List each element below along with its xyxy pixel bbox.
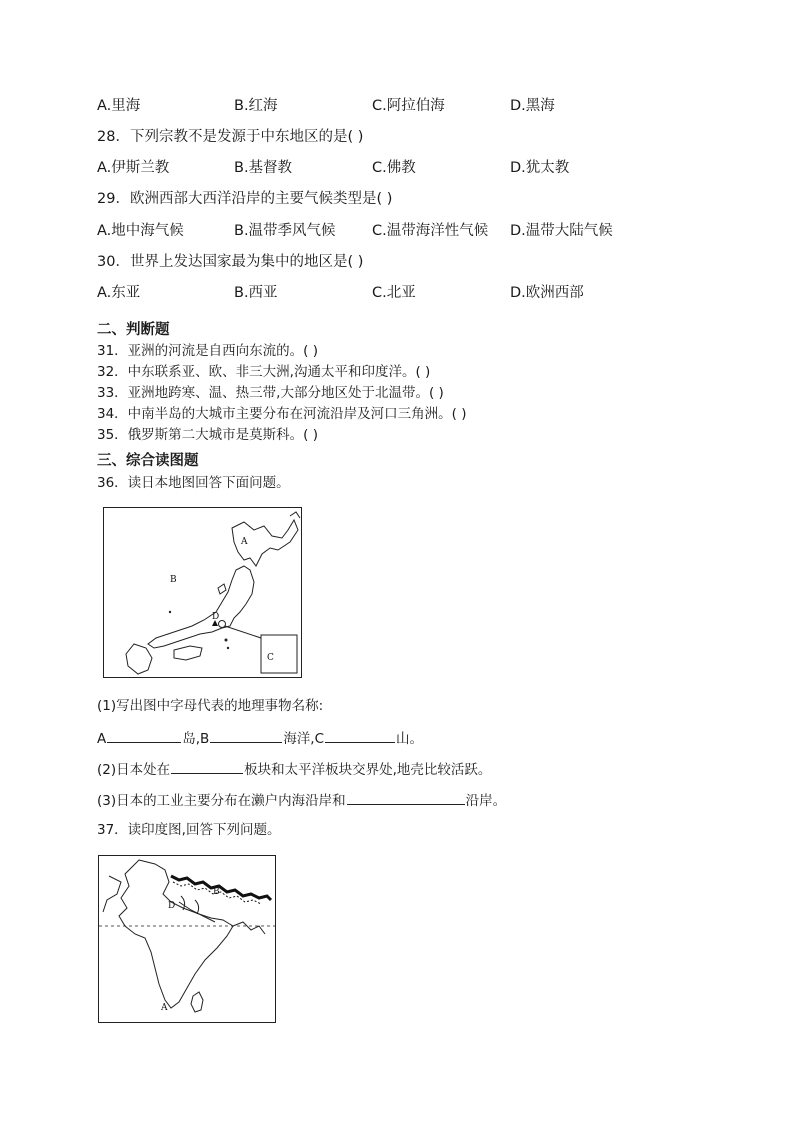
q27-option-d: D.黑海	[510, 98, 555, 114]
india-map-label-b: B	[213, 887, 220, 897]
japan-map	[103, 507, 302, 678]
q27-option-b: B.红海	[234, 98, 278, 114]
q30-stem: 30．世界上发达国家最为集中的地区是( )	[97, 254, 364, 270]
q30-option-a: A.东亚	[97, 285, 141, 301]
japan-map-label-a: A	[241, 537, 248, 547]
japan-map-label-b: B	[170, 575, 177, 585]
india-map-label-d: D	[168, 901, 176, 911]
q29-option-a: A.地中海气候	[97, 223, 184, 239]
q29-stem: 29．欧洲西部大西洋沿岸的主要气候类型是( )	[97, 191, 393, 207]
q27-option-c: C.阿拉伯海	[372, 98, 445, 114]
q36-sub3-text-a: (3)日本的工业主要分布在濑户内海沿岸和	[97, 793, 346, 809]
q36-sub2-line	[97, 759, 491, 780]
q29-option-c: C.温带海洋性气候	[372, 223, 489, 239]
q36-sub1-text-d: 山。	[396, 731, 424, 747]
q36-sub1-text-b: 岛,B	[182, 731, 210, 747]
q36-stem: 36．读日本地图回答下面问题。	[97, 475, 290, 491]
japan-map-label-c: C	[267, 653, 274, 663]
q28-option-a: A.伊斯兰教	[97, 160, 170, 176]
japan-map-label-d: D	[212, 612, 220, 622]
q36-blank-a[interactable]	[107, 728, 181, 743]
q36-sub1-line	[97, 728, 423, 749]
q37-stem: 37．读印度图,回答下列问题。	[97, 822, 281, 838]
q36-sub1-intro: (1)写出图中字母代表的地理事物名称:	[97, 698, 324, 714]
india-map-label-a: A	[161, 1003, 168, 1013]
q28-stem: 28．下列宗教不是发源于中东地区的是( )	[97, 129, 364, 145]
q36-sub3-text-b: 沿岸。	[465, 793, 507, 809]
india-map	[98, 855, 276, 1023]
q36-sub2-text-a: (2)日本处在	[97, 762, 171, 778]
q36-sub2-text-b: 板块和太平洋板块交界处,地壳比较活跃。	[244, 762, 492, 778]
q36-blank-plate[interactable]	[171, 759, 243, 774]
q28-option-d: D.犹太教	[510, 160, 570, 176]
q31-item: 31．亚洲的河流是自西向东流的。( )	[97, 343, 319, 359]
q35-item: 35．俄罗斯第二大城市是莫斯科。( )	[97, 427, 319, 443]
q30-option-b: B.西亚	[234, 285, 278, 301]
q36-blank-coast[interactable]	[347, 790, 465, 805]
q28-option-b: B.基督教	[234, 160, 293, 176]
q36-blank-b[interactable]	[210, 728, 282, 743]
q36-sub1-text-c: 海洋,C	[283, 731, 325, 747]
q36-sub1-text-a: A	[97, 731, 107, 747]
q36-sub3-line	[97, 790, 506, 811]
q29-option-d: D.温带大陆气候	[510, 223, 613, 239]
q36-blank-c[interactable]	[325, 728, 395, 743]
q32-item: 32．中东联系亚、欧、非三大洲,沟通太平和印度洋。( )	[97, 364, 431, 380]
q29-option-b: B.温带季风气候	[234, 223, 336, 239]
section-judgement-title: 二、判断题	[97, 322, 170, 338]
q34-item: 34．中南半岛的大城市主要分布在河流沿岸及河口三角洲。( )	[97, 406, 467, 422]
q30-option-c: C.北亚	[372, 285, 416, 301]
q27-option-a: A.里海	[97, 98, 141, 114]
section-map-reading-title: 三、综合读图题	[97, 453, 199, 469]
q30-option-d: D.欧洲西部	[510, 285, 584, 301]
q28-option-c: C.佛教	[372, 160, 416, 176]
q33-item: 33．亚洲地跨寒、温、热三带,大部分地区处于北温带。( )	[97, 385, 444, 401]
